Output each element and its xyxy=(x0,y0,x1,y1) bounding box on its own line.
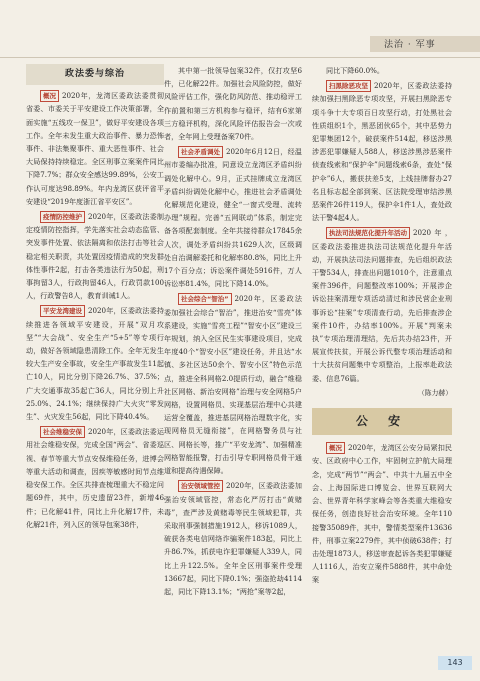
paragraph-text: 2020年，龙湾区公安分局紧扣民安、区政府中心工作，牢固树立护航大局理念，完成“两节”“两会”、中共十九届五中全会、上海国际进口博览会、世界互联网大会、世界青年科学家峰会等各类重大维稳安保任务，创造良好社会治安环境。全年110接警35089件，其中，警情类型案件13636件，刑事立案2279件，其中侦破638件；打击处理1873人，移送审查起诉各类犯罪嫌疑人1116人，治安立案件5888件，其中命处案 xyxy=(312,443,452,585)
article-paragraph xyxy=(312,79,452,224)
header-rule xyxy=(0,57,480,58)
page-number: 143 xyxy=(438,656,472,670)
keyword-tag: 社会矛盾调处 xyxy=(178,146,223,158)
author-signature: （陈力赫） xyxy=(418,388,452,397)
article-paragraph xyxy=(312,64,452,77)
paragraph-text: 2020年，区委政法委推进执法司法规范化提升年活动，开展执法司法问题排查，先后组织政法干警534人，排查出问题1010个，注意重点案件396件，问题整改率100%；开展涉企诉讼挂案清理专项活动清过和涉民营企业刑事诉讼“挂案”专项清查行动，先后排查涉企案件10件，办结率100%。开展“判案未执”专项治理清理结，先后共办结23件，开展宣传扶贫，开展公诉代整专项治理活动和十大扶贫问题集中专项整治，上报率赴政法委、信息76篇。 xyxy=(312,228,452,383)
paragraph-text: 其中第一批领导包案32件，仅打攻坚6件，已化解22件。加强社会风险防控，做好风险评估工作，强化防风防范、推动稳评工作前置和第三方机构参与稳评，结有6家第三方稳评机构，深化风险评估报告会一次或者，全年网上受理备案70件。 xyxy=(164,66,302,142)
paragraph-text: 同比下降60.0%。 xyxy=(326,66,385,75)
paragraph-text: 2020年，区委政法委持续推进各领域平安建设，开展“双月攻坚”“大会战”、安全生产“5+5”等专项行动，做好各领域隐患清除工作。全年无发生较大生产安全事故，安全生产事故发生11起亡10人，同比分别下降26.7%、37.5%；广大交通事故35起亡36人，同比分别上升25.0%、24.1%；继续保持广大火灾“零发生”、火灾发生56起，同比下降40.4%。 xyxy=(26,306,164,422)
article-paragraph xyxy=(312,226,452,384)
paragraph-text: 2020年，区委政法委持续加强扫黑除恶专项攻坚，开展扫黑除恶专项斗争十大专项百日攻坚行动，打处黑社会性质组织1个，黑恶团伙65个，其中恶势力犯罪集团12个，破获案件514起，移送涉黑涉恶犯罪嫌疑人588人，移送涉黑涉恶案件侦查线索和“保护伞”问题线索6条，查处“保护伞”6人，搬获扶差5支，上线挂牌督办27名且标志起全部到案、区法院受理审结涉黑恶案件26件119人，保护伞1件1人，查处政法干警4起4人。 xyxy=(312,81,452,223)
keyword-tag: 执法司法规范化提升年活动 xyxy=(326,227,410,239)
paragraph-text: 2020年，区委政法委加强治安领域管控，常态化严厉打击“黄赌毒”，查严涉及黄赌毒等民生领域犯罪，共采取刑事强制措施1912人，移诉1089人，破获各类电信网络诈骗案件183起，同比上升86.7%，抓获电诈犯罪嫌疑人339人，同比上升122.5%。全年全区刑事案件受理13667起，同比下降0.1%；强盗抢劫4114起，同比下降13.1%；“两抢”案等2起， xyxy=(164,481,302,596)
paragraph-text: 2020年6月12日，经温州市委编办批准，同意设立龙湾区矛盾纠纷调处化解中心。9月，正式挂牌成立龙湾区矛盾纠纷调处化解中心，推进社会矛盾调处化解规范化建设，健全“一窗式受理、流转办理”规程。完善“五网联动”体系，制定完备各项配套制度。全年共接待群众17845余人次，调处矛盾纠纷共1629人次，区级调处自治调解委托和化解率80.8%，同比上升17个百分点；诉讼案件调处5916件，万人诉讼率81.4%，同比下降14.0%。 xyxy=(164,147,302,289)
column-2 xyxy=(164,64,302,600)
keyword-tag: 社会维稳安保 xyxy=(40,426,85,438)
keyword-tag: 平安龙湾建设 xyxy=(40,305,85,317)
paragraph-text: 2020年，区委政法委制定疫情防控指挥，学先落实社会动态监管、突发事件处置、依法隔离和依法打击等社会稳定相关职责，共处置因疫情造成的突发群体性事件2起，打击各类违法行为50起，刑事拘留3人，行政拘留46人，行政罚款100人，行政警告8人，教育训诫1人。 xyxy=(26,212,164,301)
paragraph-text: 2020年，区委政法委加强社会综合“智治”，推进治安“雪亮”体系建设，实施“雪亮工程”“智安小区”建设三年规划，纳入全区民生实事建设项目，完成年度40个“智安小区”建设任务，并且达“水镇、多社区达50余个、智安小区”特色示范点，推进全科网格2.0提质行动，融合“维稳社区网格、新治安网格”治理与安全网格5户网格，设置网格员、实现基层治理中心共建运营全覆盖，推进基层网格治理数字化，实现网格员无缝衔接”，在网格警务员与社区、网格长等，推广“平安龙湾”、加强精准网格智能报警，打击引导专职网格员骨干通道和提高待遇保障。 xyxy=(164,294,302,476)
keyword-tag: 社会综合“智治” xyxy=(178,293,232,305)
article-paragraph xyxy=(164,292,302,477)
paragraph-text: 2020年，区委政法委运用社会维稳安保，完成全国“两会”、省委巡视、春节等重大节点安保维稳任务，进博会等重大活动和调查，因疾等敏感时间节点维稳安保工作。全区共排查梳理重大不稳定问题69件，其中，历史遗留23件，新增46件；已化解41件，同比上升化解17件，未化解21件，列入区的领导包案38件， xyxy=(26,427,164,529)
section-title: 政法委与综治 xyxy=(26,64,164,85)
column-3 xyxy=(312,64,452,589)
article-paragraph xyxy=(26,304,164,423)
article-paragraph xyxy=(312,441,452,586)
keyword-tag: 治安领域管控 xyxy=(178,480,223,492)
article-paragraph xyxy=(164,64,302,143)
keyword-tag: 扫黑除恶攻坚 xyxy=(326,80,371,92)
keyword-tag: 概况 xyxy=(40,90,59,102)
article-paragraph xyxy=(164,145,302,290)
article-paragraph xyxy=(26,210,164,302)
keyword-tag: 疫情防控维护 xyxy=(40,211,85,223)
article-paragraph xyxy=(26,425,164,531)
running-header: 法治 · 军事 xyxy=(384,40,436,50)
section-title-gongan: 公 安 xyxy=(312,408,452,435)
article-paragraph xyxy=(26,89,164,208)
article-paragraph xyxy=(164,479,302,598)
column-1 xyxy=(26,64,164,533)
keyword-tag: 概况 xyxy=(326,442,345,454)
paragraph-text: 2020年，龙湾区委政法委贯彻省委、市委关于平安建设工作决策部署，全面实施“五线攻一保卫”，做好平安建设各项工作。全年未发生重大政治事件、暴力恐怖事件、非法集聚事件、重大恶性事件、社会大局保持持续稳定。全区刑事立案案件同比下降7.7%；群众安全感达99.89%，公安工作认可度达98.89%。年内龙湾区获评省平安建设“2019年度浙江省平安区”。 xyxy=(26,91,164,206)
